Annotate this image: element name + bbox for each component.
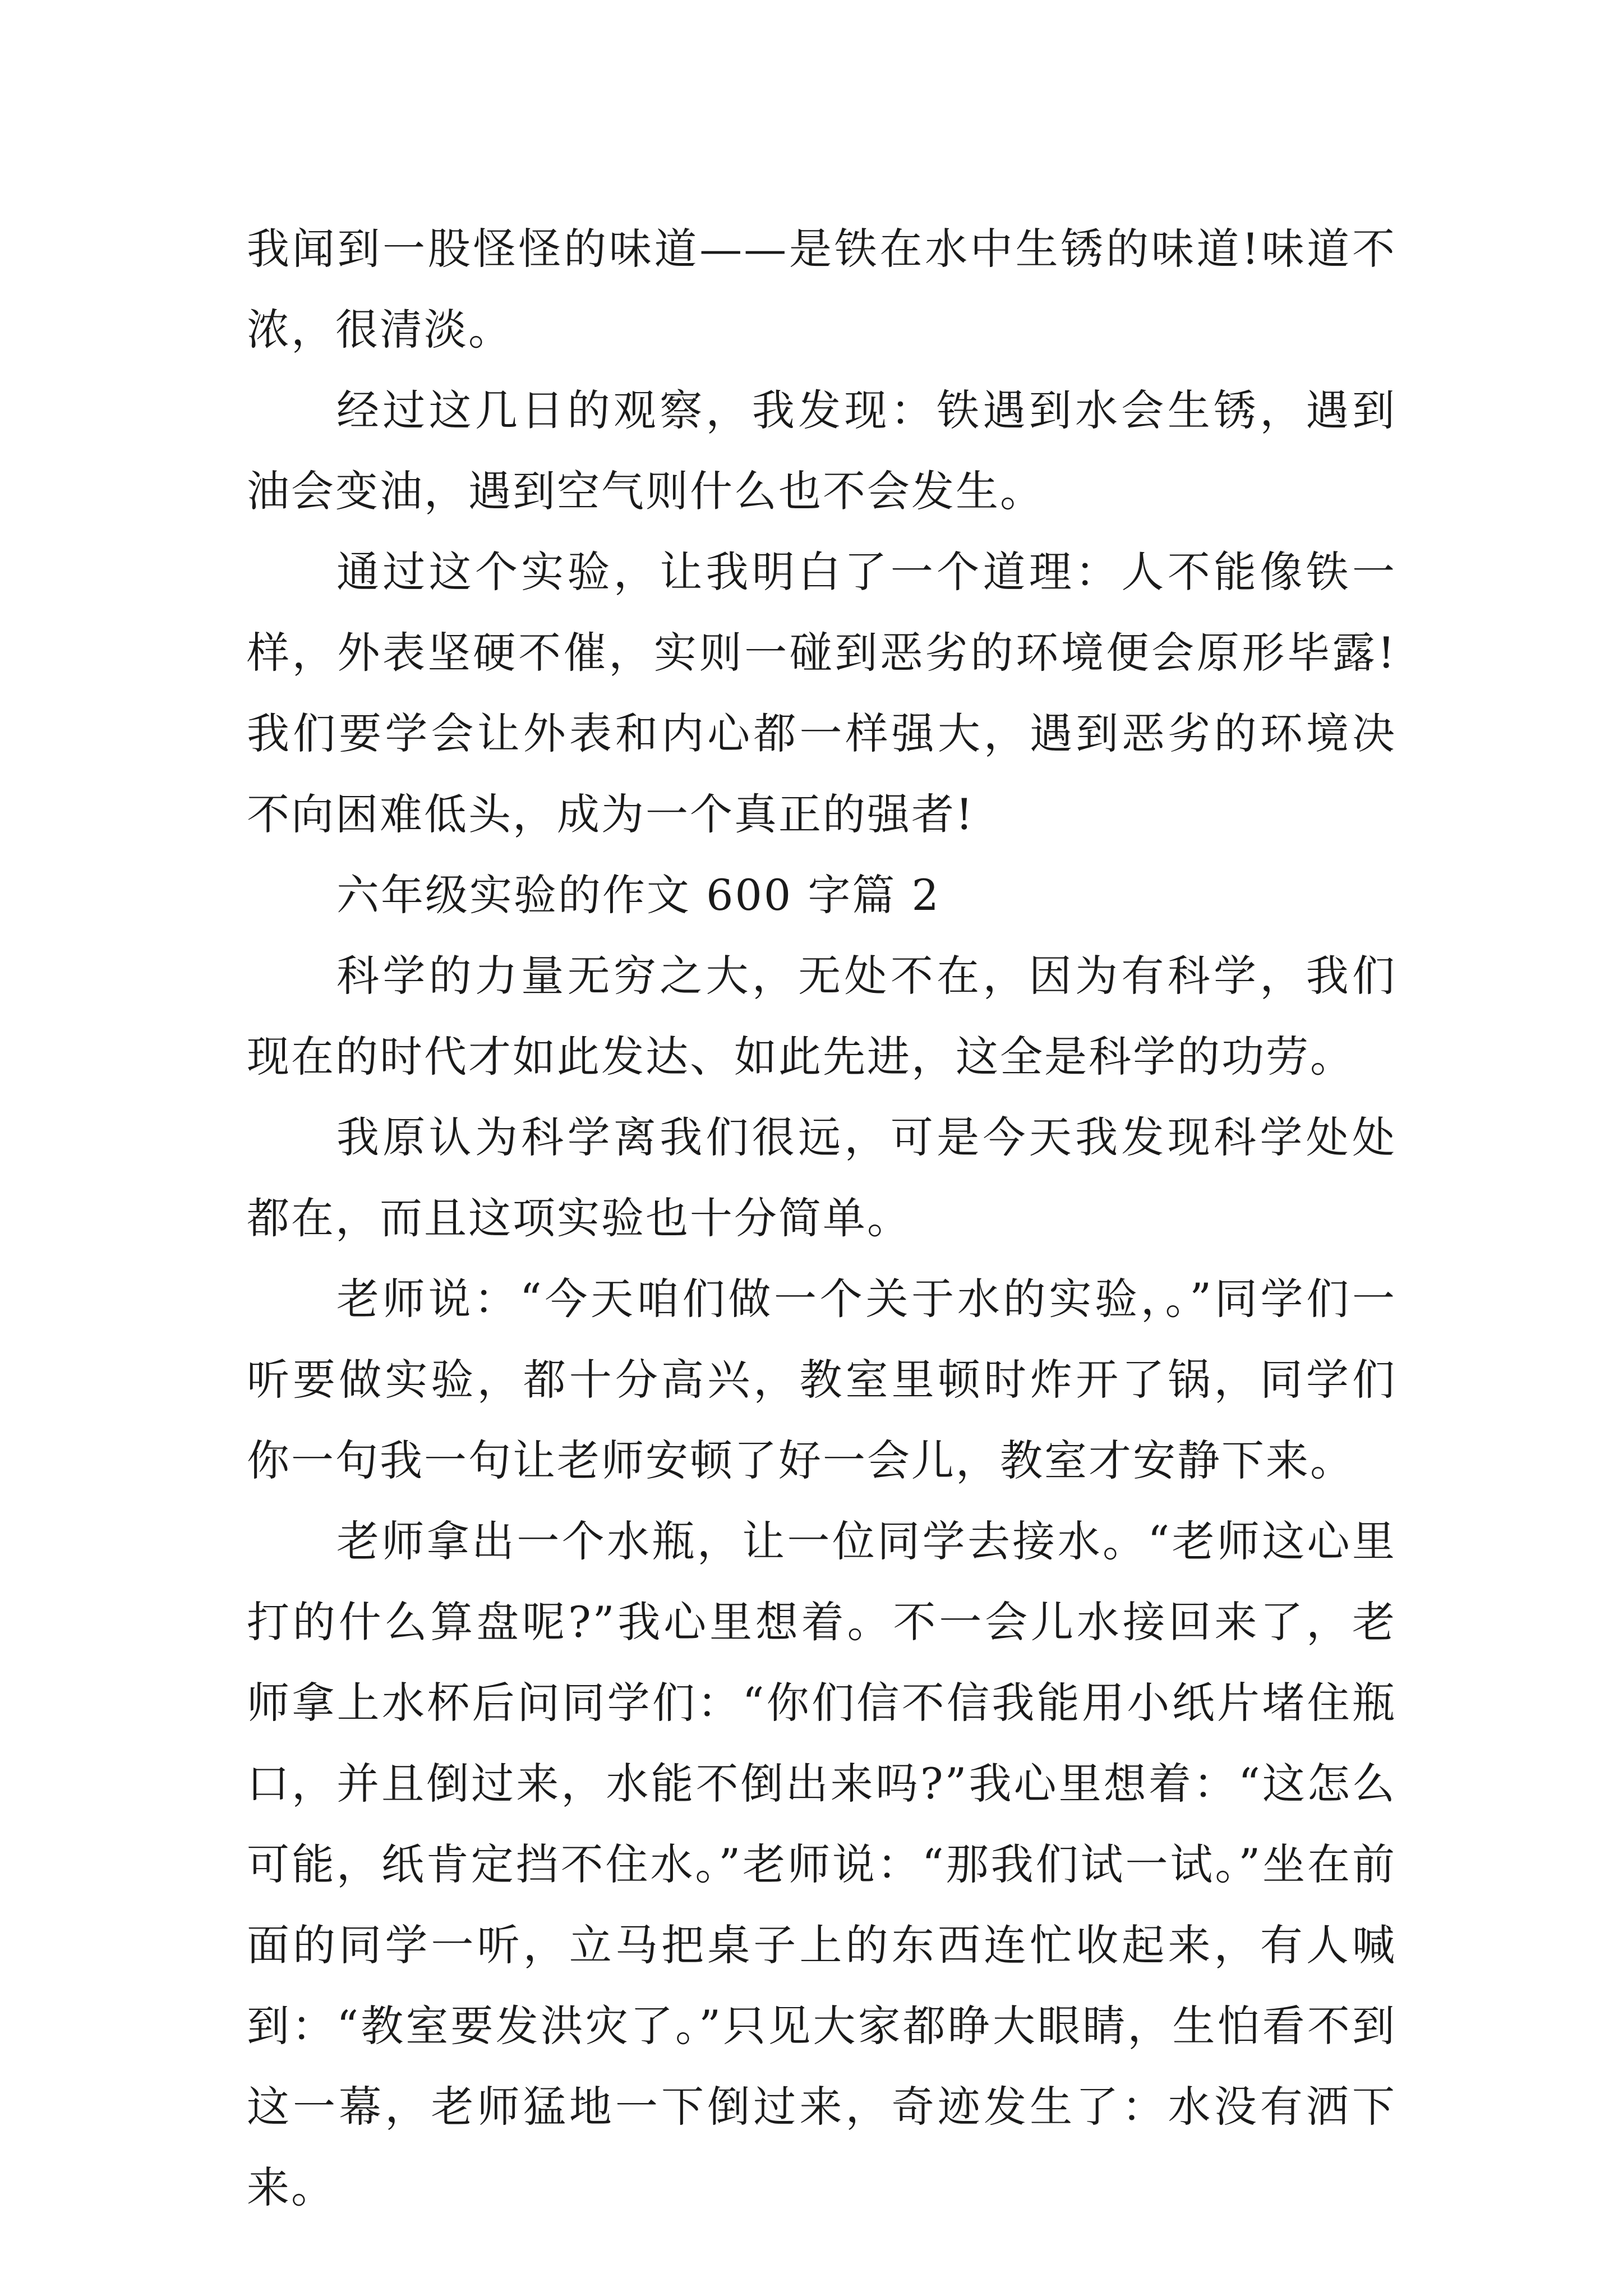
- section-heading: 六年级实验的作文 600 字篇 2: [336, 870, 940, 920]
- paragraph-3: 通过这个实验，让我明白了一个道理：人不能像铁一样，外表坚硬不催，实则一碰到恶劣的环境便会原形毕露!我们要学会让外表和内心都一样强大，遇到恶劣的环境决不向困难低头，成为一个真正的强者!: [247, 547, 1396, 839]
- paragraph-7: 老师拿出一个水瓶，让一位同学去接水。“老师这心里打的什么算盘呢?”我心里想着。不一会儿水接回来了，老师拿上水杯后问同学们：“你们信不信我能用小纸片堵住瓶口，并且倒过来，水能不倒出来吗?”我心里想着：“这怎么可能，纸肯定挡不住水。”老师说：“那我们试一试。”坐在前面的同学一听，立马把桌子上的东西连忙收起来，有人喊到：“教室要发洪灾了。”只见大家都睁大眼睛，生怕看不到这一幕，老师猛地一下倒过来，奇迹发生了：水没有洒下来。: [247, 1516, 1396, 2212]
- document-body: [247, 209, 1396, 2228]
- paragraph-2: 经过这几日的观察，我发现：铁遇到水会生锈，遇到油会变油，遇到空气则什么也不会发生。: [247, 385, 1396, 516]
- paragraph-1: 我闻到一股怪怪的味道——是铁在水中生锈的味道!味道不浓，很清淡。: [247, 224, 1396, 355]
- paragraph-6: 老师说：“今天咱们做一个关于水的实验，。”同学们一听要做实验，都十分高兴，教室里顿时炸开了锅，同学们你一句我一句让老师安顿了好一会儿，教室才安静下来。: [247, 1274, 1396, 1485]
- paragraph-4: 科学的力量无穷之大，无处不在，因为有科学，我们现在的时代才如此发达、如此先进，这全是科学的功劳。: [247, 951, 1396, 1082]
- paragraph-5: 我原认为科学离我们很远，可是今天我发现科学处处都在，而且这项实验也十分简单。: [247, 1112, 1396, 1243]
